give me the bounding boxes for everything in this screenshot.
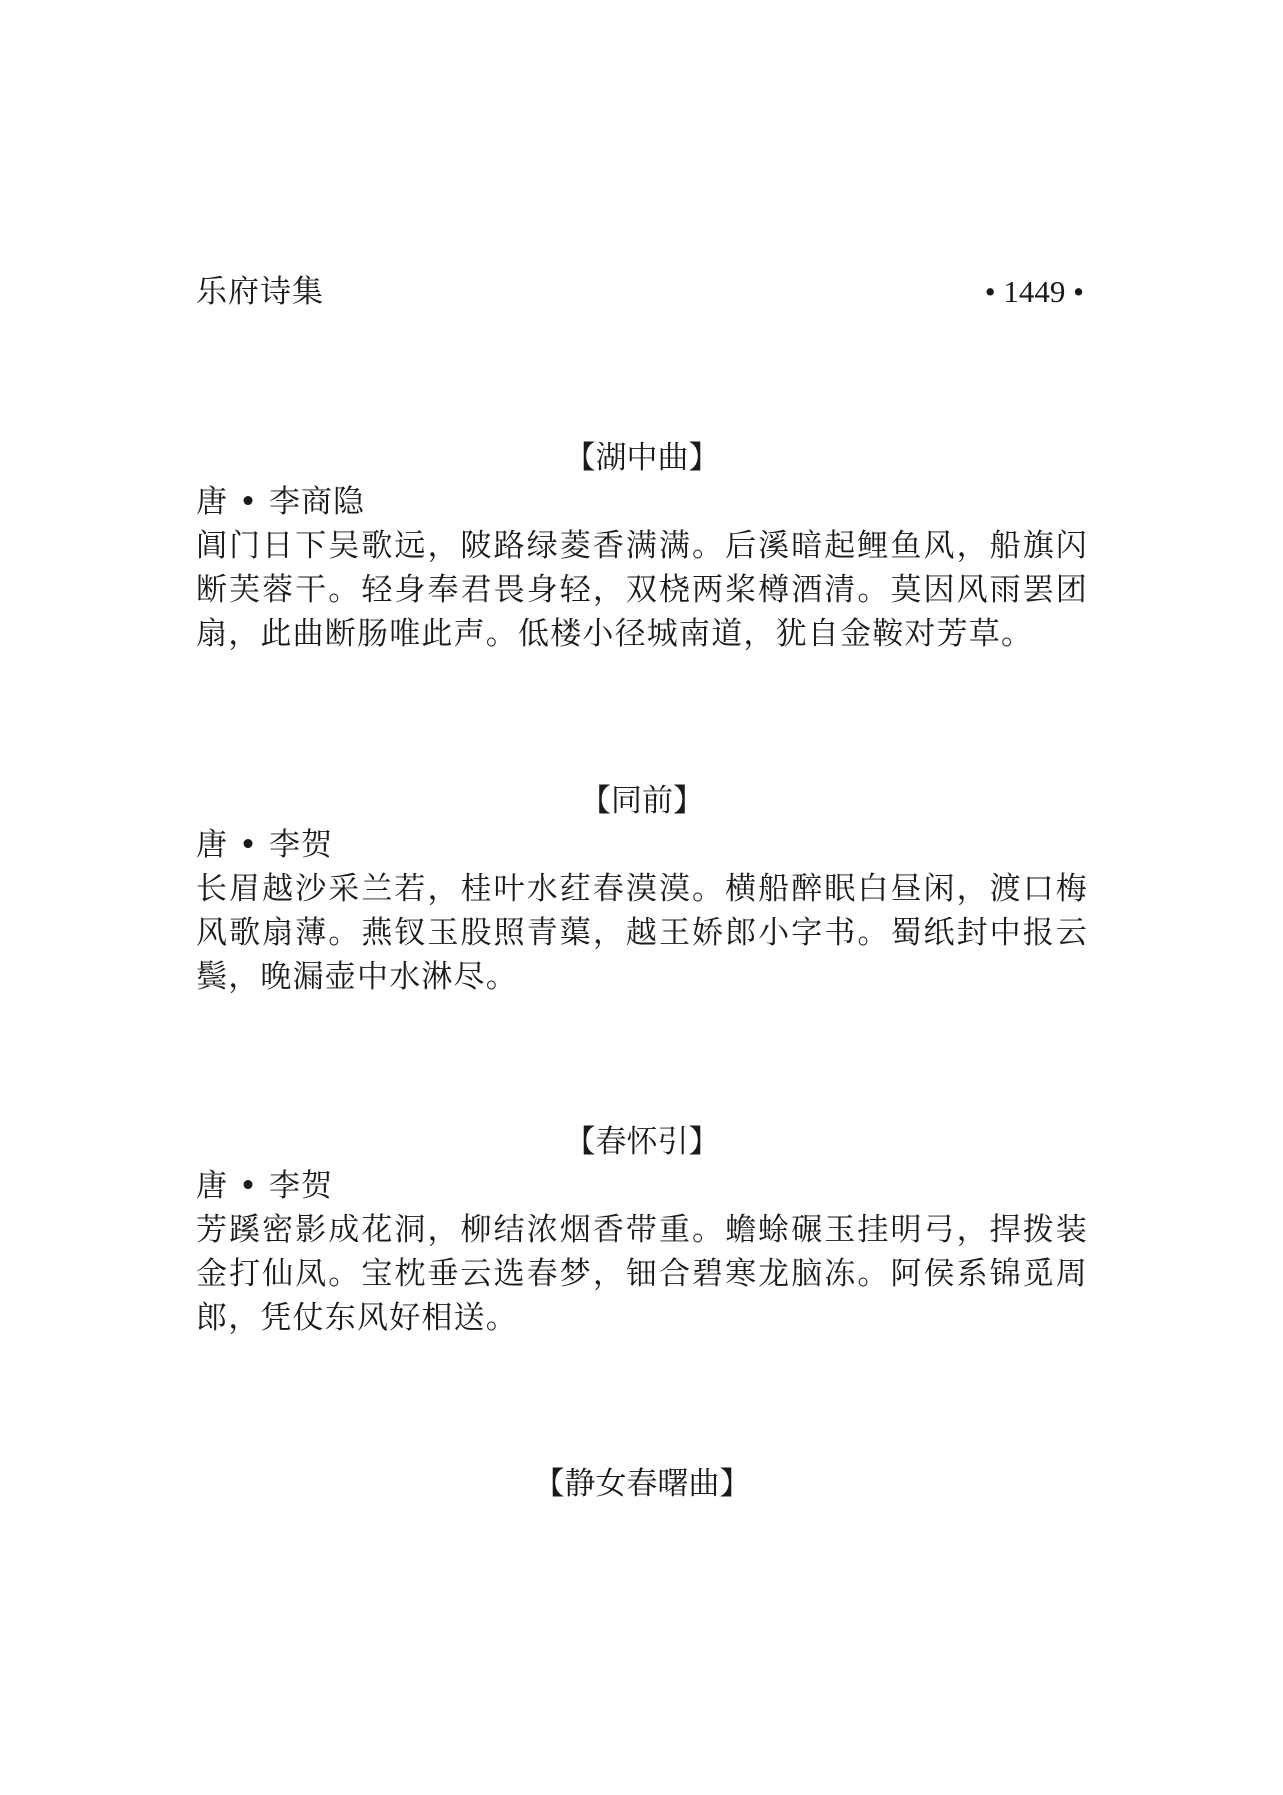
poem-title: 【静女春曙曲】 bbox=[533, 1466, 751, 1502]
page-number: • 1449 • bbox=[984, 274, 1084, 309]
book-title: 乐府诗集 bbox=[196, 274, 324, 310]
poem-text: 阊门日下吴歌远，陂路绿菱香满满。后溪暗起鲤鱼风，船旗闪断芙蓉干。轻身奉君畏身轻，双桡两桨樽酒清。莫因风雨罢团扇，此曲断肠唯此声。低楼小径城南道，犹自金鞍对芳草。 bbox=[196, 528, 1088, 652]
poem-author: 唐 • 李贺 bbox=[196, 827, 333, 863]
poem-1 bbox=[196, 436, 1088, 656]
poem-title: 【湖中曲】 bbox=[564, 440, 720, 476]
poem-3 bbox=[196, 1120, 1088, 1340]
poem-2 bbox=[196, 779, 1088, 999]
poem-text: 芳蹊密影成花洞，柳结浓烟香带重。蟾蜍碾玉挂明弓，捍拨装金打仙凤。宝枕垂云选春梦，钿合碧寒龙脑冻。阿侯系锦觅周郎，凭仗东风好相送。 bbox=[196, 1212, 1088, 1336]
poem-text: 长眉越沙采兰若，桂叶水荭春漠漠。横船醉眠白昼闲，渡口梅风歌扇薄。燕钗玉股照青蕖，越王娇郎小字书。蜀纸封中报云鬓，晚漏壶中水淋尽。 bbox=[196, 871, 1088, 995]
page-header bbox=[196, 268, 1084, 316]
poem-title: 【同前】 bbox=[580, 783, 704, 819]
poem-author: 唐 • 李贺 bbox=[196, 1168, 333, 1204]
poem-author: 唐 • 李商隐 bbox=[196, 484, 365, 520]
poem-title: 【春怀引】 bbox=[564, 1124, 720, 1160]
poem-4 bbox=[196, 1462, 1088, 1506]
